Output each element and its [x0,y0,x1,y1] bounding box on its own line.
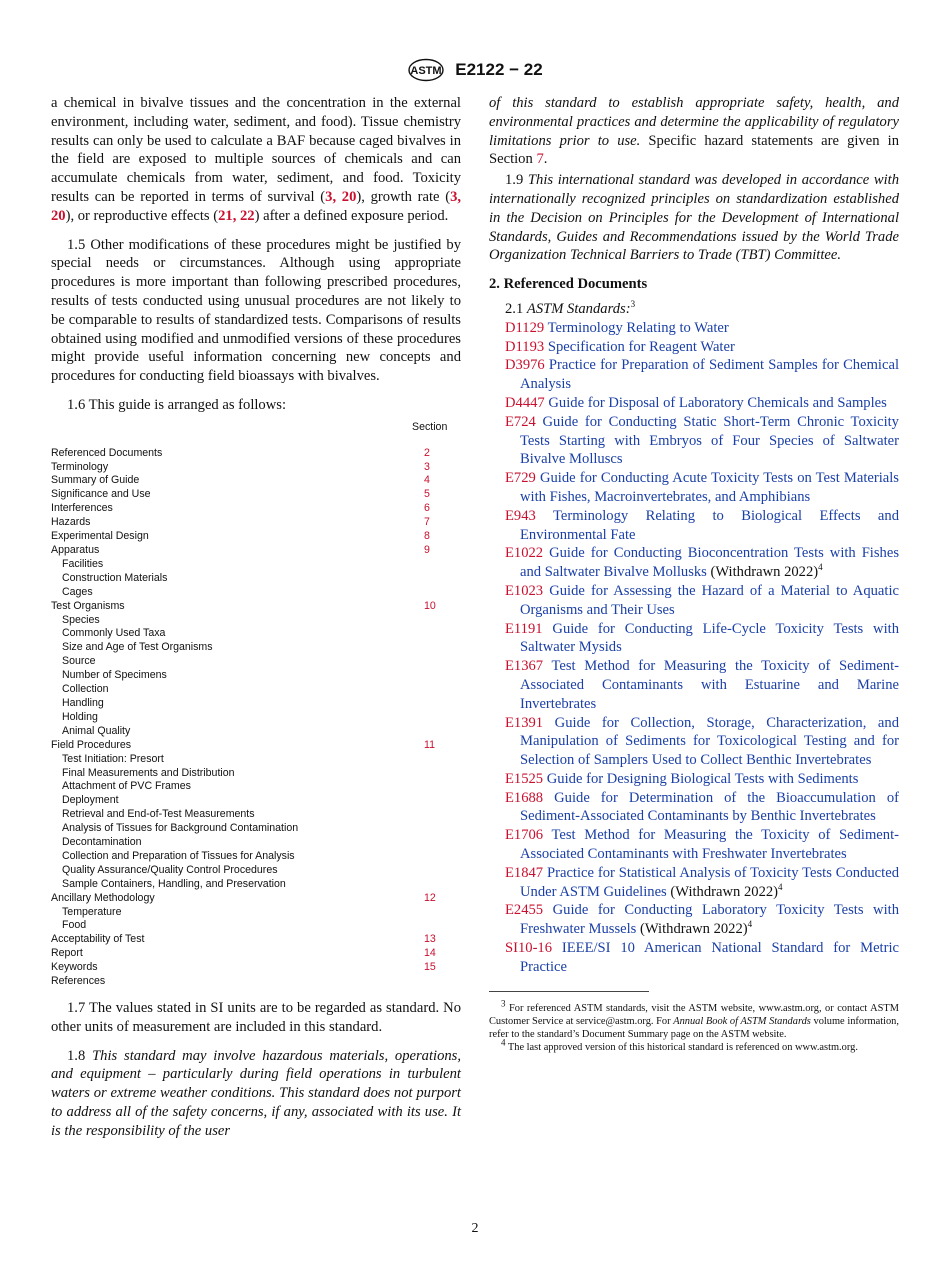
toc-label: Hazards [51,516,91,529]
toc-label: Source [62,655,96,668]
toc-section-number [412,669,461,683]
toc-section-number [412,906,461,920]
toc-row [51,822,461,836]
toc-row [51,739,461,753]
standard-entry [489,939,899,977]
reference-link[interactable]: 21, 22 [218,207,255,224]
standard-title-link[interactable]: IEEE/SI 10 American National Standard for Metric Practice [520,940,899,975]
standard-entry [489,657,899,713]
toc-row [51,725,461,739]
toc-section-number[interactable]: 5 [424,488,430,501]
toc-label: Deployment [62,794,119,807]
standard-title-link[interactable]: Test Method for Measuring the Toxicity of Sediment-Associated Contaminants with Estuarine and Marine Invertebrates [520,658,899,712]
toc-section-number[interactable]: 10 [424,599,436,612]
toc-label: Temperature [62,905,122,918]
toc-row [51,711,461,725]
toc-label: Significance and Use [51,488,151,501]
standard-entry [489,582,899,620]
standard-entry [489,413,899,469]
toc-label: Ancillary Methodology [51,891,155,904]
toc-section-number [412,614,461,628]
standard-code-link[interactable]: E1022 [505,545,544,562]
toc-section-number[interactable]: 2 [424,446,430,459]
reference-link[interactable]: 3, 20 [51,188,462,224]
toc-row [51,474,461,488]
standard-code-link[interactable]: E2455 [505,902,544,919]
toc-section-number[interactable]: 11 [424,738,435,751]
toc-section-number [412,864,461,878]
right-column [489,94,899,1054]
section-link[interactable]: 7 [536,151,544,168]
standard-code-link[interactable]: E1847 [505,864,544,881]
toc-row [51,767,461,781]
toc-row [51,975,461,989]
toc-label: Referenced Documents [51,446,163,459]
paragraph-1-5: 1.5 Other modifications of these procedures might be justified by special needs or circumstances. Although using appropriate procedures is more important than following prescribed procedures, results of tests conducted using unusual procedures are not likely to be comparable to results of standardized tests. Comparisons of results obtained using modified and unmodified versions of these procedures might provide useful information concerning new concepts and procedures for conducting field bioassays with bivalves. [51,236,461,385]
document-id: E2122 − 22 [455,60,543,79]
standard-title-link[interactable]: Specification for Reagent Water [547,338,735,355]
toc-label: Facilities [62,557,104,570]
toc-row [51,892,461,906]
toc-section-number [412,975,461,989]
toc-label: Decontamination [62,836,142,849]
toc-row [51,933,461,947]
toc-label: Test Initiation: Presort [62,752,164,765]
toc-row [51,488,461,502]
standard-code-link[interactable]: E1688 [505,789,544,806]
standard-entry [489,901,899,939]
paragraph-1-6: 1.6 This guide is arranged as follows: [67,396,287,413]
toc-label: Cages [62,585,93,598]
toc-label: Test Organisms [51,599,125,612]
toc-label: Food [62,919,87,932]
toc-row [51,614,461,628]
toc-section-number[interactable]: 8 [424,530,430,543]
toc-section-number [412,572,461,586]
toc-section-number [412,697,461,711]
standard-code-link[interactable]: SI10-16 [505,940,553,957]
standard-title-link[interactable]: Guide for Conducting Bioconcentration Tests with Fishes and Saltwater Bivalve Mollusks [520,545,899,581]
toc-section-number[interactable]: 4 [424,474,430,487]
standard-entry [489,620,899,658]
standards-list [489,319,899,977]
toc-section-number [412,655,461,669]
footnote-4: $^4$ The last approved version of this historical standard is referenced on www.astm.org. [501,1037,858,1054]
toc-label: Commonly Used Taxa [62,627,166,640]
toc-row [51,961,461,975]
toc-row [51,600,461,614]
standard-title-link[interactable]: Test Method for Measuring the Toxicity of Sediment-Associated Contaminants with Freshwater Invertebrates [520,827,899,863]
paragraph-2-1: 2.1 ASTM Standards:$^3$ [505,299,636,317]
toc-section-number [412,767,461,781]
toc-label: Species [62,613,100,626]
toc-section-number [412,836,461,850]
toc-row [51,808,461,822]
standard-title-link[interactable]: Guide for Designing Biological Tests with Sediments [546,770,859,787]
toc-label: Final Measurements and Distribution [62,766,235,779]
standard-code-link[interactable]: D1129 [505,319,545,336]
toc-label: Field Procedures [51,738,132,751]
standard-entry [489,864,899,902]
toc-section-number [412,586,461,600]
paragraph-1-4-continued: a chemical in bivalve tissues and the concentration in the external environment, including water, sediment, and food). Tissue chemistry results can only be used to calculate a BAF because caged bivalves in the field are exposed to multiple sources of chemicals and can accumulate chemicals from water, sediment, and food. Toxicity results can be reported in terms of survival (3, 20), growth rate (3, 20), or reproductive effects (21, 22) after a defined exposure period. [51,95,462,224]
toc-section-number[interactable]: 6 [424,502,430,515]
standard-code-link[interactable]: E1706 [505,827,544,844]
standard-code-link[interactable]: D1193 [505,338,545,355]
standard-title-link[interactable]: Guide for Assessing the Hazard of a Material to Aquatic Organisms and Their Uses [520,582,899,618]
left-column [51,94,461,1141]
standard-entry [489,507,899,545]
toc-label: Interferences [51,502,113,515]
toc-section-number [412,627,461,641]
standard-title-link[interactable]: Guide for Conducting Life-Cycle Toxicity Tests with Saltwater Mysids [520,620,900,656]
footnote-marker: 4 [778,881,783,892]
toc-section-number[interactable]: 3 [424,460,430,473]
toc-label: Animal Quality [62,724,131,737]
reference-link[interactable]: 3, 20 [325,188,357,205]
standard-title-link[interactable]: Practice for Statistical Analysis of Toxicity Tests Conducted Under ASTM Guidelines [520,864,899,900]
toc-row [51,906,461,920]
toc-section-number [412,822,461,836]
toc-row [51,753,461,767]
standard-entry [489,319,899,338]
toc-section-number [412,794,461,808]
toc-row [51,530,461,544]
svg-text:ASTM: ASTM [410,65,442,77]
toc-section-number [412,641,461,655]
paragraph-1-8: 1.8 This standard may involve hazardous materials, operations, and equipment – particularly during field operations in turbulent waters or extreme weather conditions. This standard does not purport to address all of the safety concerns, if any, associated with its use. It is the responsibility of the user [51,1047,461,1139]
footnote-divider [489,991,649,992]
toc-label: Collection and Preparation of Tissues for Analysis [62,849,295,862]
toc-row [51,947,461,961]
toc-label: Analysis of Tissues for Background Contamination [62,822,299,835]
standard-title-link[interactable]: Guide for Conducting Acute Toxicity Tests on Test Materials with Fishes, Macroinvertebrates, and Amphibians [520,470,899,505]
toc-label: Report [51,947,83,960]
toc-label: Attachment of PVC Frames [62,780,191,793]
standard-title-link[interactable]: Terminology Relating to Water [547,319,729,336]
paragraph-1-7: 1.7 The values stated in SI units are to be regarded as standard. No other units of measurement are included in this standard. [51,1000,461,1035]
toc-row [51,697,461,711]
toc-label: Summary of Guide [51,474,140,487]
toc-label: Sample Containers, Handling, and Preservation [62,877,286,890]
standard-code-link[interactable]: D3976 [505,357,545,374]
paragraph-1-8-continued: of this standard to establish appropriate safety, health, and environmental practices and determine the applicability of regulatory limitations prior to use. Specific hazard statements are given in Section 7. [489,95,899,168]
toc-section-number [412,725,461,739]
toc-section-number[interactable]: 9 [424,544,430,556]
toc-row [51,836,461,850]
standard-title-link[interactable]: Guide for Determination of the Bioaccumulation of Sediment-Associated Contaminants by Benthic Invertebrates [520,789,899,825]
footnote-3: $^3$ For referenced ASTM standards, visit the ASTM website, www.astm.org, or contact ASTM Customer Service at service@astm.org. For Annual Book of ASTM Standards volume information, refer to the standard’s Document Summary page on the ASTM website. [489,998,899,1041]
standard-title-link[interactable]: Guide for Collection, Storage, Characterization, and Manipulation of Sediments for Toxicological Testing and for Selection of Samplers Used to Collect Benthic Invertebrates [520,714,899,769]
toc-label: Apparatus [51,544,100,556]
toc-row [51,878,461,892]
page-number: 2 [471,1221,479,1236]
section-2-heading: 2. Referenced Documents [489,276,648,293]
toc-label: Handling [62,696,104,709]
toc-label: Keywords [51,961,98,974]
toc-label: References [51,975,106,988]
standard-title-link[interactable]: Practice for Preparation of Sediment Samples for Chemical Analysis [520,357,899,393]
toc-row [51,794,461,808]
toc-row [51,850,461,864]
footnote-marker: 4 [747,919,753,930]
toc-section-number[interactable]: 13 [424,933,436,946]
toc-row [51,669,461,683]
toc-row [51,864,461,878]
toc-section-number[interactable]: 7 [424,516,430,529]
standard-code-link[interactable]: E1525 [505,770,544,787]
contents-table [51,421,461,989]
standard-entry [489,544,899,582]
standard-code-link[interactable]: E1391 [505,714,544,731]
standard-entry [489,826,899,864]
standard-title-link[interactable]: Guide for Conducting Static Short-Term Chronic Toxicity Tests Starting with Embryos of Four Species of Saltwater Bivalve Molluscs [520,413,899,468]
standard-entry [489,338,899,357]
toc-row [51,780,461,794]
footnote-marker: 4 [818,562,823,573]
toc-section-number [412,919,461,933]
toc-label: Experimental Design [51,530,149,543]
standard-entry [489,714,899,770]
toc-row [51,627,461,641]
toc-section-number [412,780,461,794]
toc-section-number [412,558,461,572]
toc-row [51,586,461,600]
withdrawn-note: (Withdrawn 2022) [636,921,748,938]
withdrawn-note: (Withdrawn 2022) [666,883,779,900]
toc-label: Acceptability of Test [51,933,145,946]
standard-code-link[interactable]: E943 [505,507,536,524]
standard-code-link[interactable]: E729 [505,470,536,487]
toc-section-number [412,850,461,864]
toc-section-number[interactable]: 14 [424,947,436,960]
toc-label: Collection [62,683,109,696]
toc-label: Construction Materials [62,571,168,584]
toc-label: Retrieval and End-of-Test Measurements [62,808,255,821]
standard-entry [489,789,899,827]
toc-row [51,461,461,475]
standard-title-link[interactable]: Terminology Relating to Biological Effects and Environmental Fate [520,507,899,543]
toc-row [51,558,461,572]
standard-code-link[interactable]: E1191 [505,620,543,637]
toc-section-number [412,878,461,892]
standard-title-link[interactable]: Guide for Conducting Laboratory Toxicity Tests with Freshwater Mussels [520,902,899,938]
toc-label: Terminology [51,460,109,473]
toc-section-number [412,683,461,697]
toc-row [51,683,461,697]
withdrawn-note: (Withdrawn 2022) [706,564,819,581]
toc-label: Quality Assurance/Quality Control Procedures [62,863,278,876]
toc-section-number [412,753,461,767]
section-column-header: Section [412,420,448,433]
toc-row [51,502,461,516]
toc-row [51,572,461,586]
toc-section-number[interactable]: 15 [424,961,436,974]
toc-label: Size and Age of Test Organisms [62,641,213,654]
standard-code-link[interactable]: E1023 [505,582,544,599]
standard-code-link[interactable]: E724 [505,413,536,430]
page-header [0,58,950,82]
standard-title-link[interactable]: Guide for Disposal of Laboratory Chemicals and Samples [548,394,887,411]
toc-row [51,447,461,461]
toc-row [51,655,461,669]
standard-code-link[interactable]: E1367 [505,658,544,675]
standard-entry [489,469,899,507]
toc-section-number[interactable]: 12 [424,891,436,904]
toc-row [51,544,461,558]
standard-entry [489,770,899,789]
standard-code-link[interactable]: D4447 [505,394,545,411]
astm-logo-icon [407,58,445,82]
toc-section-number [412,808,461,822]
toc-row [51,919,461,933]
paragraph-1-9: 1.9 This international standard was developed in accordance with internationally recognized principles on standardization established in the Decision on Principles for the Development of International Standards, Guides and Recommendations issued by the World Trade Organization Technical Barriers to Trade (TBT) Committee. [489,172,900,264]
toc-row [51,641,461,655]
toc-label: Number of Specimens [62,669,167,682]
standard-entry [489,394,899,413]
toc-row [51,516,461,530]
toc-section-number [412,711,461,725]
standard-entry [489,356,899,394]
toc-label: Holding [62,710,98,723]
